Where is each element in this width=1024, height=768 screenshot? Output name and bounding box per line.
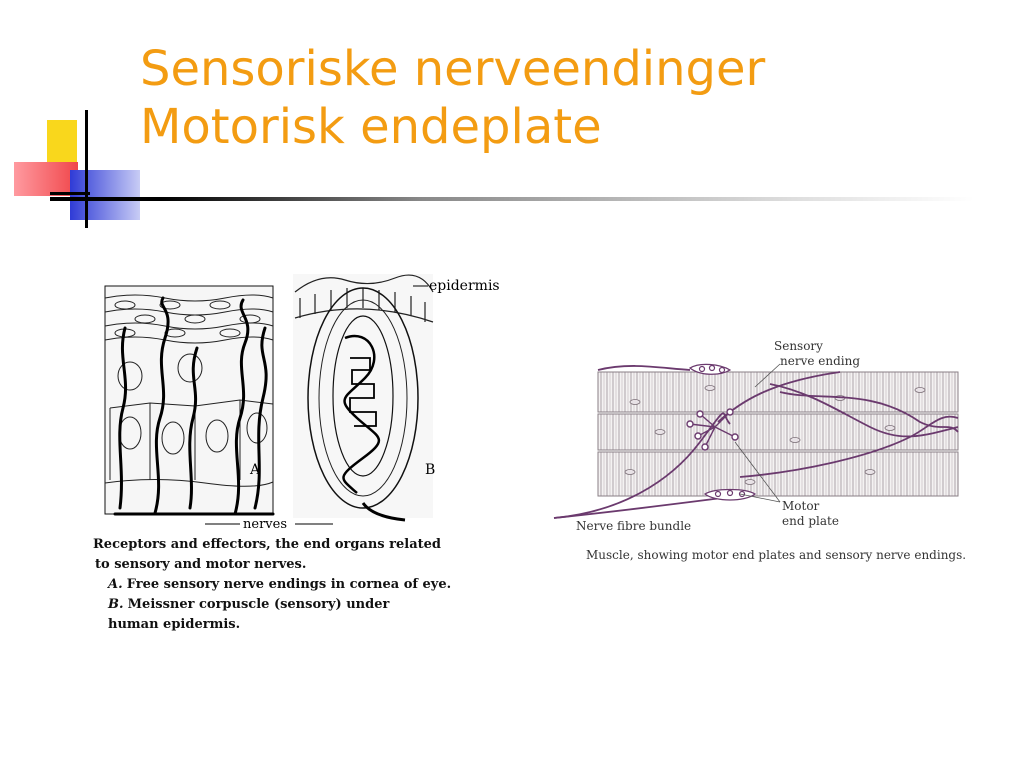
logo-horizontal-bar: [50, 192, 90, 195]
label-motor-1: Motor: [782, 499, 820, 513]
caption-line-a: [108, 575, 451, 595]
title-underline: [50, 197, 974, 201]
label-sensory-1: Sensory: [774, 339, 823, 353]
muscle-fibres: [598, 372, 958, 496]
caption-b-letter: B.: [108, 597, 124, 612]
logo-red-square: [14, 162, 78, 196]
muscle-motor-end-plate-illustration: [540, 332, 970, 532]
label-a: A: [250, 462, 261, 478]
caption-b-text: Meissner corpuscle (sensory) under: [127, 597, 390, 612]
title-line-2: Motorisk endeplate: [140, 99, 602, 155]
slide-title: [140, 40, 765, 156]
muscle-caption: Muscle, showing motor end plates and sensory nerve endings.: [586, 548, 967, 562]
label-nerves: nerves: [243, 517, 287, 530]
nerve-endings-illustration: [95, 268, 515, 530]
caption-a-letter: A.: [108, 577, 123, 592]
title-line-1: Sensoriske nerveendinger: [140, 41, 766, 97]
caption-line-5: human epidermis.: [108, 617, 241, 632]
slide-logo: [0, 100, 160, 230]
label-nerve-fibre-bundle: Nerve fibre bundle: [576, 519, 692, 532]
caption-a-text: Free sensory nerve endings in cornea of eye.: [126, 577, 452, 592]
caption-line-b: [108, 595, 389, 615]
panel-a-cornea: [105, 286, 273, 514]
label-b: B: [425, 462, 436, 478]
label-sensory-2: nerve ending: [780, 354, 861, 368]
logo-vertical-bar: [85, 110, 88, 228]
panel-b-meissner-corpuscle: [293, 274, 500, 520]
caption-line-1: Receptors and effectors, the end organs related: [93, 537, 442, 552]
logo-yellow-square: [47, 120, 77, 165]
label-epidermis: epidermis: [429, 278, 500, 294]
caption-line-2: to sensory and motor nerves.: [95, 557, 307, 572]
label-motor-2: end plate: [782, 514, 839, 528]
